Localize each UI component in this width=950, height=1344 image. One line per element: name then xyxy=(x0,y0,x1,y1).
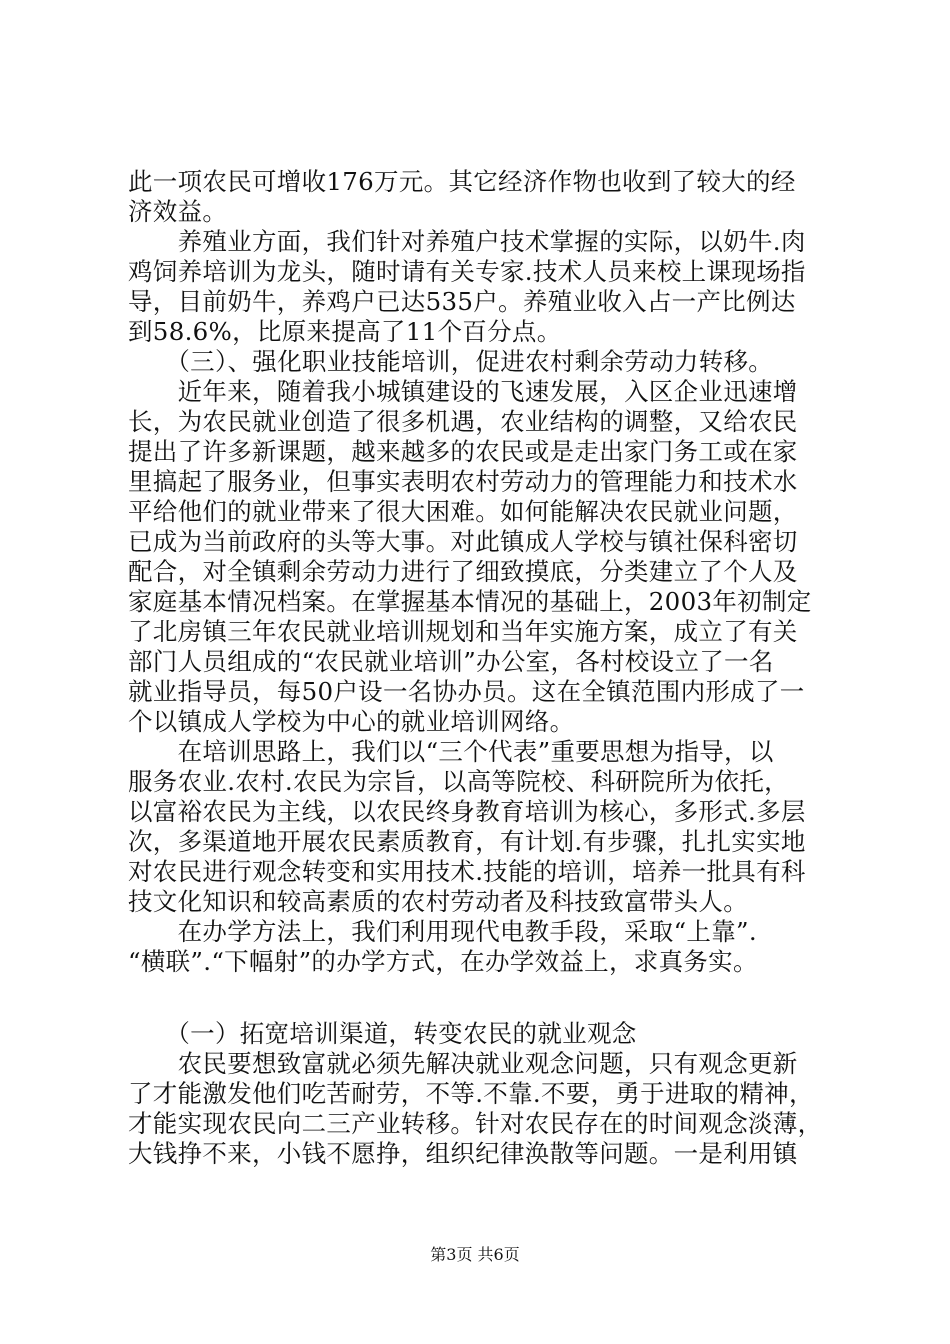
paragraph-group-1 xyxy=(128,167,830,977)
paragraph-group-2 xyxy=(128,1019,830,1169)
text-line: 近年来，随着我小城镇建设的飞速发展，入区企业迅速增 xyxy=(128,377,798,406)
paragraph-gap xyxy=(128,977,830,1019)
text-line: 在培训思路上，我们以“三个代表”重要思想为指导，以 xyxy=(128,737,774,766)
text-line: 平给他们的就业带来了很大困难。如何能解决农民就业问题， xyxy=(128,497,798,526)
text-line: 农民要想致富就必须先解决就业观念问题，只有观念更新 xyxy=(128,1049,798,1078)
text-line: 对农民进行观念转变和实用技术.技能的培训，培养一批具有科 xyxy=(128,857,806,886)
document-body xyxy=(128,167,830,1169)
text-line: 以富裕农民为主线，以农民终身教育培训为核心，多形式.多层 xyxy=(128,797,806,826)
page-footer xyxy=(0,1244,950,1266)
text-line: 养殖业方面，我们针对养殖户技术掌握的实际，以奶牛.肉 xyxy=(128,227,806,256)
text-line: 到58.6%，比原来提高了11个百分点。 xyxy=(128,317,562,346)
text-line: 大钱挣不来，小钱不愿挣，组织纪律涣散等问题。一是利用镇 xyxy=(128,1139,798,1168)
text-line: 导，目前奶牛，养鸡户已达535户。养殖业收入占一产比例达 xyxy=(128,287,796,316)
text-line: 家庭基本情况档案。在掌握基本情况的基础上，2003年初制定 xyxy=(128,587,812,616)
text-line: “横联”.“下幅射”的办学方式，在办学效益上，求真务实。 xyxy=(128,947,758,976)
text-line: 技文化知识和较高素质的农村劳动者及科技致富带头人。 xyxy=(128,887,748,916)
text-line: 了才能激发他们吃苦耐劳，不等.不靠.不要，勇于进取的精神， xyxy=(128,1079,814,1108)
text-line: 了北房镇三年农民就业培训规划和当年实施方案，成立了有关 xyxy=(128,617,798,646)
text-line: 济效益。 xyxy=(128,197,228,226)
page-number-label: 第3页 共6页 xyxy=(430,1245,520,1264)
text-line: 次，多渠道地开展农民素质教育，有计划.有步骤，扎扎实实地 xyxy=(128,827,806,856)
text-line: 才能实现农民向二三产业转移。针对农民存在的时间观念淡薄， xyxy=(128,1109,823,1138)
text-line: 在办学方法上，我们利用现代电教手段，采取“上靠”. xyxy=(128,917,757,946)
text-line: 就业指导员，每50户设一名协办员。这在全镇范围内形成了一 xyxy=(128,677,805,706)
section-heading: （三）、强化职业技能培训，促进农村剩余劳动力转移。 xyxy=(128,347,774,376)
text-line: 个以镇成人学校为中心的就业培训网络。 xyxy=(128,707,575,736)
text-line: 部门人员组成的“农民就业培训”办公室，各村校设立了一名 xyxy=(128,647,774,676)
text-line: 服务农业.农村.农民为宗旨，以高等院校、科研院所为依托， xyxy=(128,767,789,796)
text-line: 鸡饲养培训为龙头，随时请有关专家.技术人员来校上课现场指 xyxy=(128,257,806,286)
text-line: 里搞起了服务业，但事实表明农村劳动力的管理能力和技术水 xyxy=(128,467,798,496)
text-line: 此一项农民可增收176万元。其它经济作物也收到了较大的经 xyxy=(128,167,796,196)
text-line: 提出了许多新课题，越来越多的农民或是走出家门务工或在家 xyxy=(128,437,798,466)
text-line: 配合，对全镇剩余劳动力进行了细致摸底，分类建立了个人及 xyxy=(128,557,798,586)
section-heading: （一）拓宽培训渠道，转变农民的就业观念 xyxy=(128,1019,637,1048)
text-line: 已成为当前政府的头等大事。对此镇成人学校与镇社保科密切 xyxy=(128,527,798,556)
text-line: 长，为农民就业创造了很多机遇，农业结构的调整，又给农民 xyxy=(128,407,798,436)
